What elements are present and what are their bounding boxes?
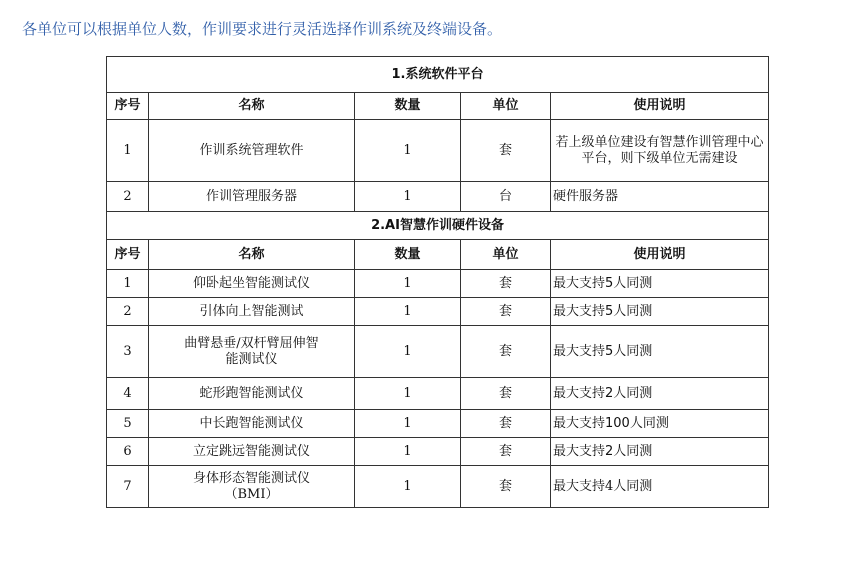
item-quantity: 1	[355, 182, 461, 212]
row-number: 2	[107, 182, 149, 212]
header-cell: 数量	[355, 93, 461, 120]
header-cell: 使用说明	[551, 240, 769, 270]
item-name: 中长跑智能测试仪	[149, 410, 355, 438]
item-description: 最大支持5人同测	[551, 270, 769, 298]
table-row	[107, 120, 769, 182]
header-cell: 数量	[355, 240, 461, 270]
item-quantity: 1	[355, 120, 461, 182]
item-quantity: 1	[355, 410, 461, 438]
item-unit: 套	[461, 298, 551, 326]
row-number: 7	[107, 466, 149, 508]
row-number: 2	[107, 298, 149, 326]
item-description: 若上级单位建设有智慧作训管理中心平台，则下级单位无需建设	[551, 120, 769, 182]
item-quantity: 1	[355, 298, 461, 326]
row-number: 1	[107, 120, 149, 182]
item-unit: 套	[461, 270, 551, 298]
item-description: 最大支持2人同测	[551, 438, 769, 466]
table-row	[107, 270, 769, 298]
table-row	[107, 298, 769, 326]
row-number: 6	[107, 438, 149, 466]
item-name: 蛇形跑智能测试仪	[149, 378, 355, 410]
table-row	[107, 410, 769, 438]
item-name: 仰卧起坐智能测试仪	[149, 270, 355, 298]
item-unit: 套	[461, 120, 551, 182]
item-description: 最大支持5人同测	[551, 298, 769, 326]
item-unit: 套	[461, 410, 551, 438]
item-name: 身体形态智能测试仪（BMI）	[149, 466, 355, 508]
row-number: 1	[107, 270, 149, 298]
table-row	[107, 438, 769, 466]
item-quantity: 1	[355, 466, 461, 508]
section-title: 2.AI智慧作训硬件设备	[107, 212, 769, 240]
header-row	[107, 240, 769, 270]
item-unit: 套	[461, 326, 551, 378]
intro-text: 各单位可以根据单位人数，作训要求进行灵活选择作训系统及终端设备。	[22, 20, 503, 38]
item-quantity: 1	[355, 378, 461, 410]
item-description: 最大支持2人同测	[551, 378, 769, 410]
section-title: 1.系统软件平台	[107, 57, 769, 93]
item-unit: 套	[461, 438, 551, 466]
item-name: 曲臂悬垂/双杆臂屈伸智能测试仪	[149, 326, 355, 378]
item-description: 最大支持4人同测	[551, 466, 769, 508]
item-unit: 台	[461, 182, 551, 212]
item-name: 引体向上智能测试	[149, 298, 355, 326]
item-unit: 套	[461, 466, 551, 508]
table-row	[107, 378, 769, 410]
item-quantity: 1	[355, 326, 461, 378]
header-cell: 单位	[461, 240, 551, 270]
header-row	[107, 93, 769, 120]
item-quantity: 1	[355, 438, 461, 466]
section-title-row	[107, 212, 769, 240]
header-cell: 使用说明	[551, 93, 769, 120]
item-description: 最大支持100人同测	[551, 410, 769, 438]
row-number: 5	[107, 410, 149, 438]
table-row	[107, 326, 769, 378]
item-quantity: 1	[355, 270, 461, 298]
item-unit: 套	[461, 378, 551, 410]
header-cell: 单位	[461, 93, 551, 120]
item-description: 硬件服务器	[551, 182, 769, 212]
header-cell: 名称	[149, 93, 355, 120]
header-cell: 序号	[107, 240, 149, 270]
section-title-row	[107, 57, 769, 93]
table-row	[107, 182, 769, 212]
header-cell: 名称	[149, 240, 355, 270]
item-name: 作训管理服务器	[149, 182, 355, 212]
row-number: 4	[107, 378, 149, 410]
item-name: 立定跳远智能测试仪	[149, 438, 355, 466]
row-number: 3	[107, 326, 149, 378]
item-description: 最大支持5人同测	[551, 326, 769, 378]
equipment-table	[106, 56, 769, 508]
table-row	[107, 466, 769, 508]
header-cell: 序号	[107, 93, 149, 120]
item-name: 作训系统管理软件	[149, 120, 355, 182]
